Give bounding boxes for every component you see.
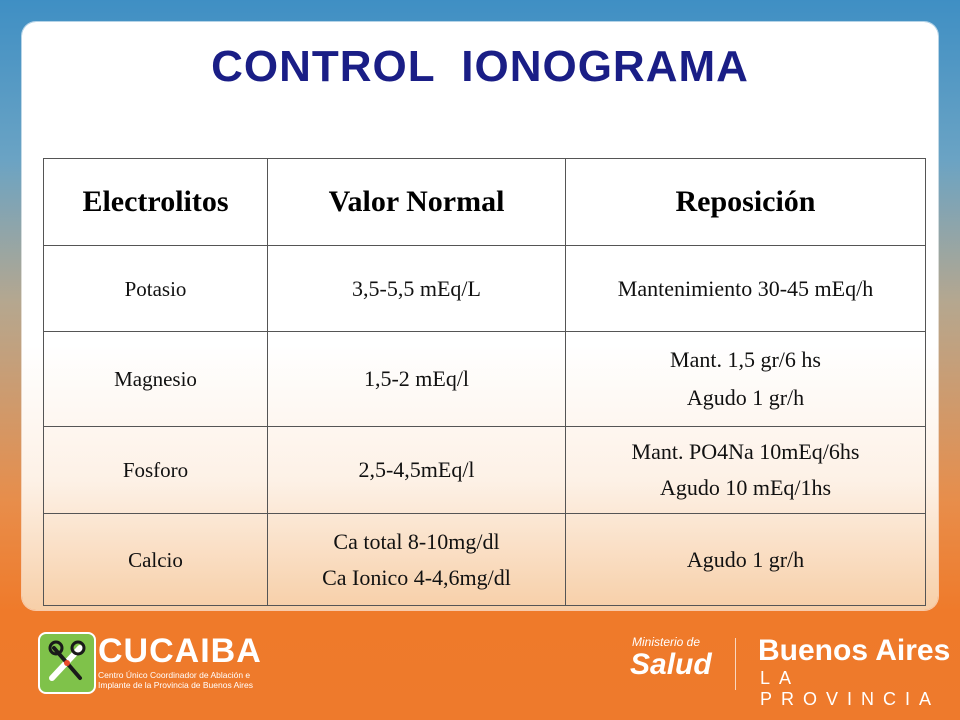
reposicion-line: Agudo 1 gr/h (686, 385, 805, 410)
reposicion-line: Agudo 1 gr/h (686, 546, 805, 572)
valor-line: 3,5-5,5 mEq/L (352, 275, 481, 301)
footer-divider (735, 638, 736, 690)
valor-line: 1,5-2 mEq/l (363, 366, 470, 391)
la-provincia-text: LA PROVINCIA (760, 668, 941, 709)
footer-logos (0, 610, 960, 720)
cell-reposicion (566, 514, 926, 606)
cell-reposicion (566, 246, 926, 332)
buenos-aires-logo-text: Buenos Aires (758, 634, 951, 667)
slide-title: CONTROL IONOGRAMA (211, 42, 749, 91)
cell-reposicion (566, 332, 926, 427)
valor-line: Ca total 8-10mg/dl (333, 528, 500, 554)
header-reposicion: Reposición (566, 159, 926, 246)
cucaiba-logo-icon (38, 632, 96, 694)
table-header-row (44, 159, 926, 246)
header-valor-normal: Valor Normal (268, 159, 566, 246)
valor-line: 2,5-4,5mEq/l (358, 457, 475, 482)
cell-electrolito: Calcio (44, 514, 268, 606)
cell-valor (268, 246, 566, 332)
reposicion-line: Mant. PO4Na 10mEq/6hs (631, 439, 860, 464)
cucaiba-subtitle: Centro Único Coordinador de Ablación e Implante de la Provincia de Buenos Aires (98, 670, 253, 690)
salud-logo-text: Salud (630, 648, 712, 681)
table-row (44, 332, 926, 427)
cell-valor (268, 332, 566, 427)
ministerio-label: Ministerio de (632, 635, 701, 649)
cell-electrolito: Potasio (44, 246, 268, 332)
header-electrolitos: Electrolitos (44, 159, 268, 246)
valor-line: Ca Ionico 4-4,6mg/dl (322, 564, 511, 590)
cell-electrolito: Magnesio (44, 332, 268, 427)
cell-electrolito: Fosforo (44, 427, 268, 514)
reposicion-line: Mant. 1,5 gr/6 hs (670, 347, 821, 372)
table-row (44, 246, 926, 332)
cell-valor (268, 427, 566, 514)
reposicion-line: Mantenimiento 30-45 mEq/h (617, 275, 874, 301)
cell-reposicion (566, 427, 926, 514)
table-row (44, 427, 926, 514)
cucaiba-logo-text: CUCAIBA (98, 632, 262, 670)
cell-valor (268, 514, 566, 606)
reposicion-line: Agudo 10 mEq/1hs (659, 475, 832, 500)
table-row (44, 514, 926, 606)
ionograma-table (43, 158, 926, 606)
